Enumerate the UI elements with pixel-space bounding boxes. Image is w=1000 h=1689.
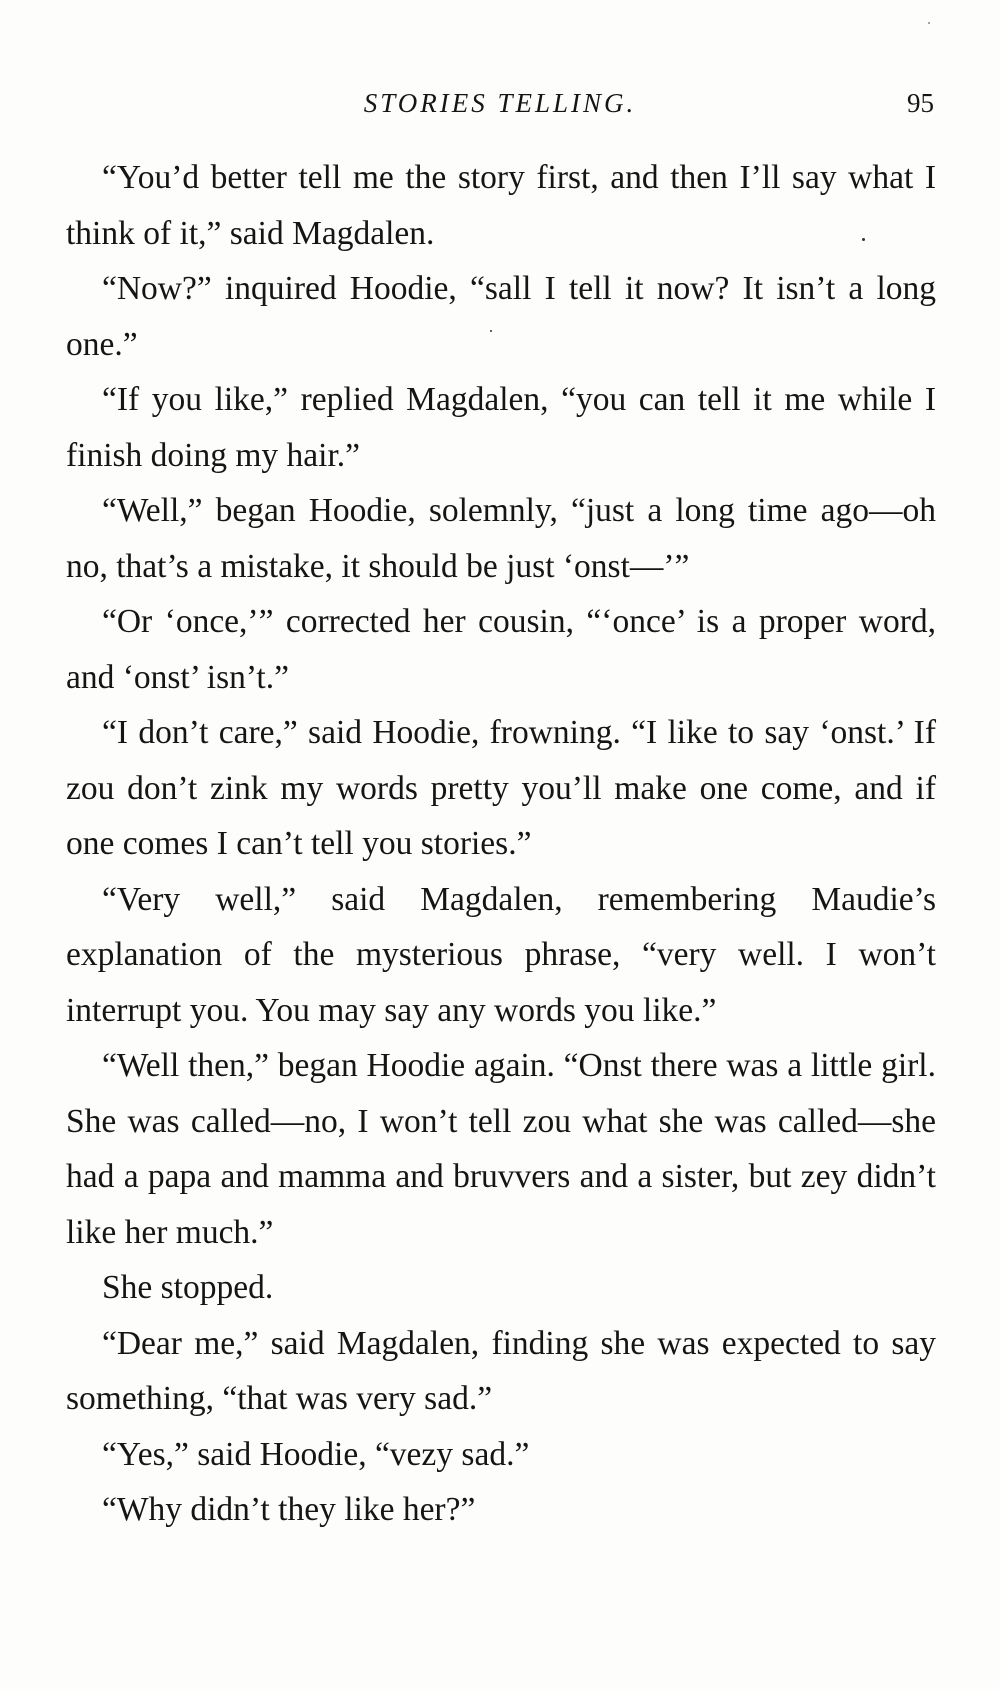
paragraph-3: “If you like,” replied Magdalen, “you can tell it me while I finish doing my hair.” [66,381,936,474]
page-number: 95 [907,88,934,118]
body-text [66,150,936,1538]
paragraph-9: She stopped. [102,1269,274,1306]
page-header [66,88,934,128]
print-speck [928,22,930,24]
paragraph-12: “Why didn’t they like her?” [102,1491,476,1528]
paragraph-8: “Well then,” began Hoodie again. “Onst there was a little girl. She was called—no, I won’t tell zou what she was called—she had a papa and mamma and bruvvers and a sister, but zey didn’t like her much.” [66,1047,936,1251]
print-speck [862,238,865,241]
paragraph-4: “Well,” began Hoodie, solemnly, “just a long time ago—oh no, that’s a mistake, it should be just ‘onst—’” [66,492,936,585]
paragraph-7: “Very well,” said Magdalen, remembering Maudie’s explanation of the mysterious phrase, “very well. I won’t interrupt you. You may say any words you like.” [66,880,936,1029]
paragraph-11: “Yes,” said Hoodie, “vezy sad.” [102,1435,530,1473]
paragraph-5: “Or ‘once,’” corrected her cousin, “‘once’ is a proper word, and ‘onst’ isn’t.” [66,603,936,696]
paragraph-10: “Dear me,” said Magdalen, finding she was expected to say something, “that was very sad.” [66,1324,936,1417]
running-head: STORIES TELLING. [363,88,637,118]
paragraph-1: “You’d better tell me the story first, and then I’ll say what I think of it,” said Magdalen. [66,159,936,252]
paragraph-2: “Now?” inquired Hoodie, “sall I tell it now? It isn’t a long one.” [66,270,936,363]
print-speck [490,330,492,332]
paragraph-6: “I don’t care,” said Hoodie, frowning. “I like to say ‘onst.’ If zou don’t zink my words pretty you’ll make one come, and if one comes I can’t tell you stories.” [66,714,936,862]
